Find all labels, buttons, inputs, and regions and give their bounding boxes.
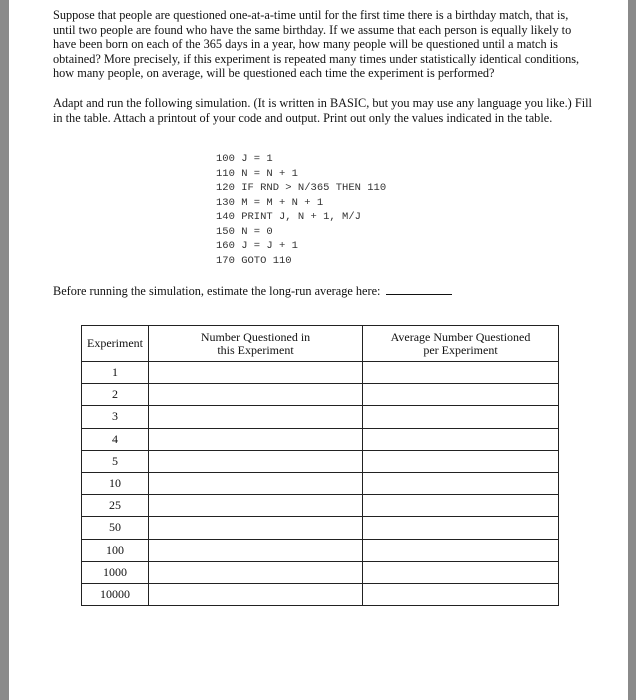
average-cell[interactable] — [363, 561, 559, 583]
basic-code — [216, 152, 386, 268]
code-line: 120 IF RND > N/365 THEN 110 — [216, 182, 387, 194]
header-average: Average Number Questioned per Experiment — [363, 326, 559, 362]
table-row — [82, 362, 559, 384]
experiment-cell: 5 — [82, 450, 149, 472]
table-row — [82, 450, 559, 472]
number-questioned-cell[interactable] — [149, 539, 363, 561]
results-table — [81, 325, 559, 606]
experiment-cell: 1 — [82, 362, 149, 384]
table-row — [82, 539, 559, 561]
number-questioned-cell[interactable] — [149, 428, 363, 450]
number-questioned-cell[interactable] — [149, 561, 363, 583]
code-line: 150 N = 0 — [216, 225, 273, 238]
average-cell[interactable] — [363, 450, 559, 472]
table-row — [82, 495, 559, 517]
experiment-cell: 10000 — [82, 583, 149, 605]
code-line: 100 J = 1 — [216, 153, 273, 165]
experiment-cell: 50 — [82, 517, 149, 539]
average-cell[interactable] — [363, 495, 559, 517]
code-line: 160 J = J + 1 — [216, 240, 298, 252]
average-cell[interactable] — [363, 406, 559, 428]
average-cell[interactable] — [363, 539, 559, 561]
estimate-prompt: Before running the simulation, estimate the long-run average here: — [53, 284, 381, 298]
estimate-blank[interactable] — [386, 284, 452, 295]
intro-paragraph: Suppose that people are questioned one-at-a-time until for the first time there is a birthday match, that is, until two people are found who have the same birthday. If we assume that each person is equally likely to have been born on each of the 365 days in a year, how many people will be questioned until a match is obtained? More precisely, if this experiment is repeated many times under statistically identical conditions, how many people, on average, will be questioned each time the experiment is performed? — [53, 8, 580, 81]
document-page — [9, 0, 628, 700]
table-row — [82, 517, 559, 539]
number-questioned-cell[interactable] — [149, 384, 363, 406]
experiment-cell: 1000 — [82, 561, 149, 583]
table-row — [82, 406, 559, 428]
table-row — [82, 561, 559, 583]
code-line: 110 N = N + 1 — [216, 167, 298, 180]
experiment-cell: 3 — [82, 406, 149, 428]
average-cell[interactable] — [363, 362, 559, 384]
code-line: 170 GOTO 110 — [216, 254, 292, 267]
number-questioned-cell[interactable] — [149, 406, 363, 428]
experiment-cell: 2 — [82, 384, 149, 406]
table-row — [82, 384, 559, 406]
number-questioned-cell[interactable] — [149, 517, 363, 539]
code-line: 140 PRINT J, N + 1, M/J — [216, 211, 361, 223]
experiment-cell: 25 — [82, 495, 149, 517]
experiment-cell: 100 — [82, 539, 149, 561]
average-cell[interactable] — [363, 428, 559, 450]
estimate-line — [53, 284, 593, 299]
average-cell[interactable] — [363, 583, 559, 605]
number-questioned-cell[interactable] — [149, 583, 363, 605]
number-questioned-cell[interactable] — [149, 450, 363, 472]
number-questioned-cell[interactable] — [149, 362, 363, 384]
average-cell[interactable] — [363, 384, 559, 406]
table-row — [82, 472, 559, 494]
table-row — [82, 428, 559, 450]
number-questioned-cell[interactable] — [149, 495, 363, 517]
table-row — [82, 583, 559, 605]
experiment-cell: 4 — [82, 428, 149, 450]
number-questioned-cell[interactable] — [149, 472, 363, 494]
header-experiment: Experiment — [82, 326, 149, 362]
average-cell[interactable] — [363, 472, 559, 494]
header-number-questioned: Number Questioned in this Experiment — [149, 326, 363, 362]
code-line: 130 M = M + N + 1 — [216, 196, 324, 209]
instructions-paragraph: Adapt and run the following simulation. (It is written in BASIC, but you may use any language you like.) Fill in the table. Attach a printout of your code and output. Print out only the values indicated in the table. — [53, 96, 592, 125]
experiment-cell: 10 — [82, 472, 149, 494]
average-cell[interactable] — [363, 517, 559, 539]
